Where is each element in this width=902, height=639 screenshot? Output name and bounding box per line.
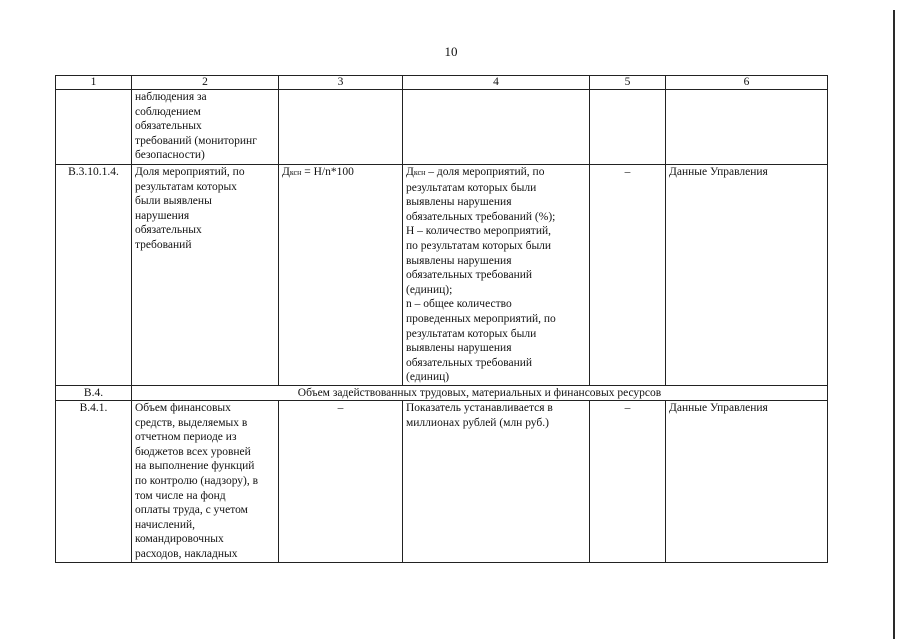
text-line: соблюдением [135,105,201,118]
col5-cell [590,90,666,165]
text-line: результатам которых были [406,181,537,194]
header-cell-4: 4 [403,76,590,90]
text-line: на выполнение функций [135,460,255,473]
formula-cell: – [279,401,403,563]
text-line: выявлены нарушения [406,342,512,355]
text-line: обязательных требований (%); [406,210,556,223]
description-cell [403,401,590,563]
text-line: начислений, [135,518,196,531]
description-first-text: – доля мероприятий, по [425,166,545,178]
text-line: n – общее количество [406,298,512,311]
text-line: результатам которых [135,180,237,193]
page-number: 10 [444,44,458,59]
text-line: (единиц); [406,283,453,296]
text-line: были выявлены [135,195,212,208]
code-cell: В.3.10.1.4. [56,165,132,386]
code-cell: В.4. [56,386,132,401]
table-row-b3-10-1-4 [56,165,828,386]
text-line: нарушения [135,209,190,222]
text-line: Объем финансовых [135,402,231,414]
text-line: выявлены нарушения [406,196,512,209]
source-cell [666,90,828,165]
text-line: Доля мероприятий, по [135,166,245,178]
text-line: том числе на фонд [135,489,226,502]
description-subscript: ксн [413,168,426,177]
text-line: бюджетов всех уровней [135,445,251,458]
text-line: отчетном периоде из [135,431,237,444]
formula-cell [279,90,403,165]
col5-cell: – [590,401,666,563]
text-line [406,165,586,181]
text-line: безопасности) [135,149,205,162]
text-line: командировочных [135,533,224,546]
formula-cell [279,165,403,386]
table-row-continuation [56,90,828,165]
indicator-name-cell [132,165,279,386]
header-cell-3: 3 [279,76,403,90]
description-cell [403,90,590,165]
text-line: по результатам которых были [406,239,552,252]
col5-cell: – [590,165,666,386]
description-cell [403,165,590,386]
indicator-name-cell [132,401,279,563]
table-header-row [56,76,828,90]
text-line: требований (мониторинг [135,134,257,147]
text-line: обязательных [135,224,202,237]
text-line: (единиц) [406,371,450,384]
text-line: расходов, накладных [135,547,238,560]
header-cell-5: 5 [590,76,666,90]
text-line: проведенных мероприятий, по [406,312,556,325]
text-line: обязательных требований [406,356,533,369]
description-symbol: Д [406,166,414,178]
text-line: наблюдения за [135,91,207,103]
formula [282,165,399,181]
text-line: средств, выделяемых в [135,416,248,429]
header-cell-2: 2 [132,76,279,90]
text-line: результатам которых были [406,327,537,340]
source-cell: Данные Управления [666,401,828,563]
text-line: выявлены нарушения [406,254,512,267]
text-line: по контролю (надзору), в [135,474,259,487]
table-row-b4-1 [56,401,828,563]
indicator-table [55,75,828,563]
text-line: требований [135,238,192,251]
scan-edge-line [893,10,895,639]
table-row-b4-section [56,386,828,401]
formula-expression: = Н/n*100 [301,166,354,178]
source-cell: Данные Управления [666,165,828,386]
text-line: Н – количество мероприятий, [406,225,552,238]
text-line: обязательных [135,120,202,133]
text-line: миллионах рублей (млн руб.) [406,416,549,429]
header-cell-6: 6 [666,76,828,90]
section-title-cell: Объем задействованных трудовых, материальных и финансовых ресурсов [132,386,828,401]
formula-subscript: ксн [289,168,302,177]
formula-symbol: Д [282,166,290,178]
code-cell: В.4.1. [56,401,132,563]
header-cell-1: 1 [56,76,132,90]
code-cell [56,90,132,165]
text-line: Показатель устанавливается в [406,402,553,414]
text-line: оплаты труда, с учетом [135,504,248,517]
text-line: обязательных требований [406,269,533,282]
indicator-name-cell [132,90,279,165]
